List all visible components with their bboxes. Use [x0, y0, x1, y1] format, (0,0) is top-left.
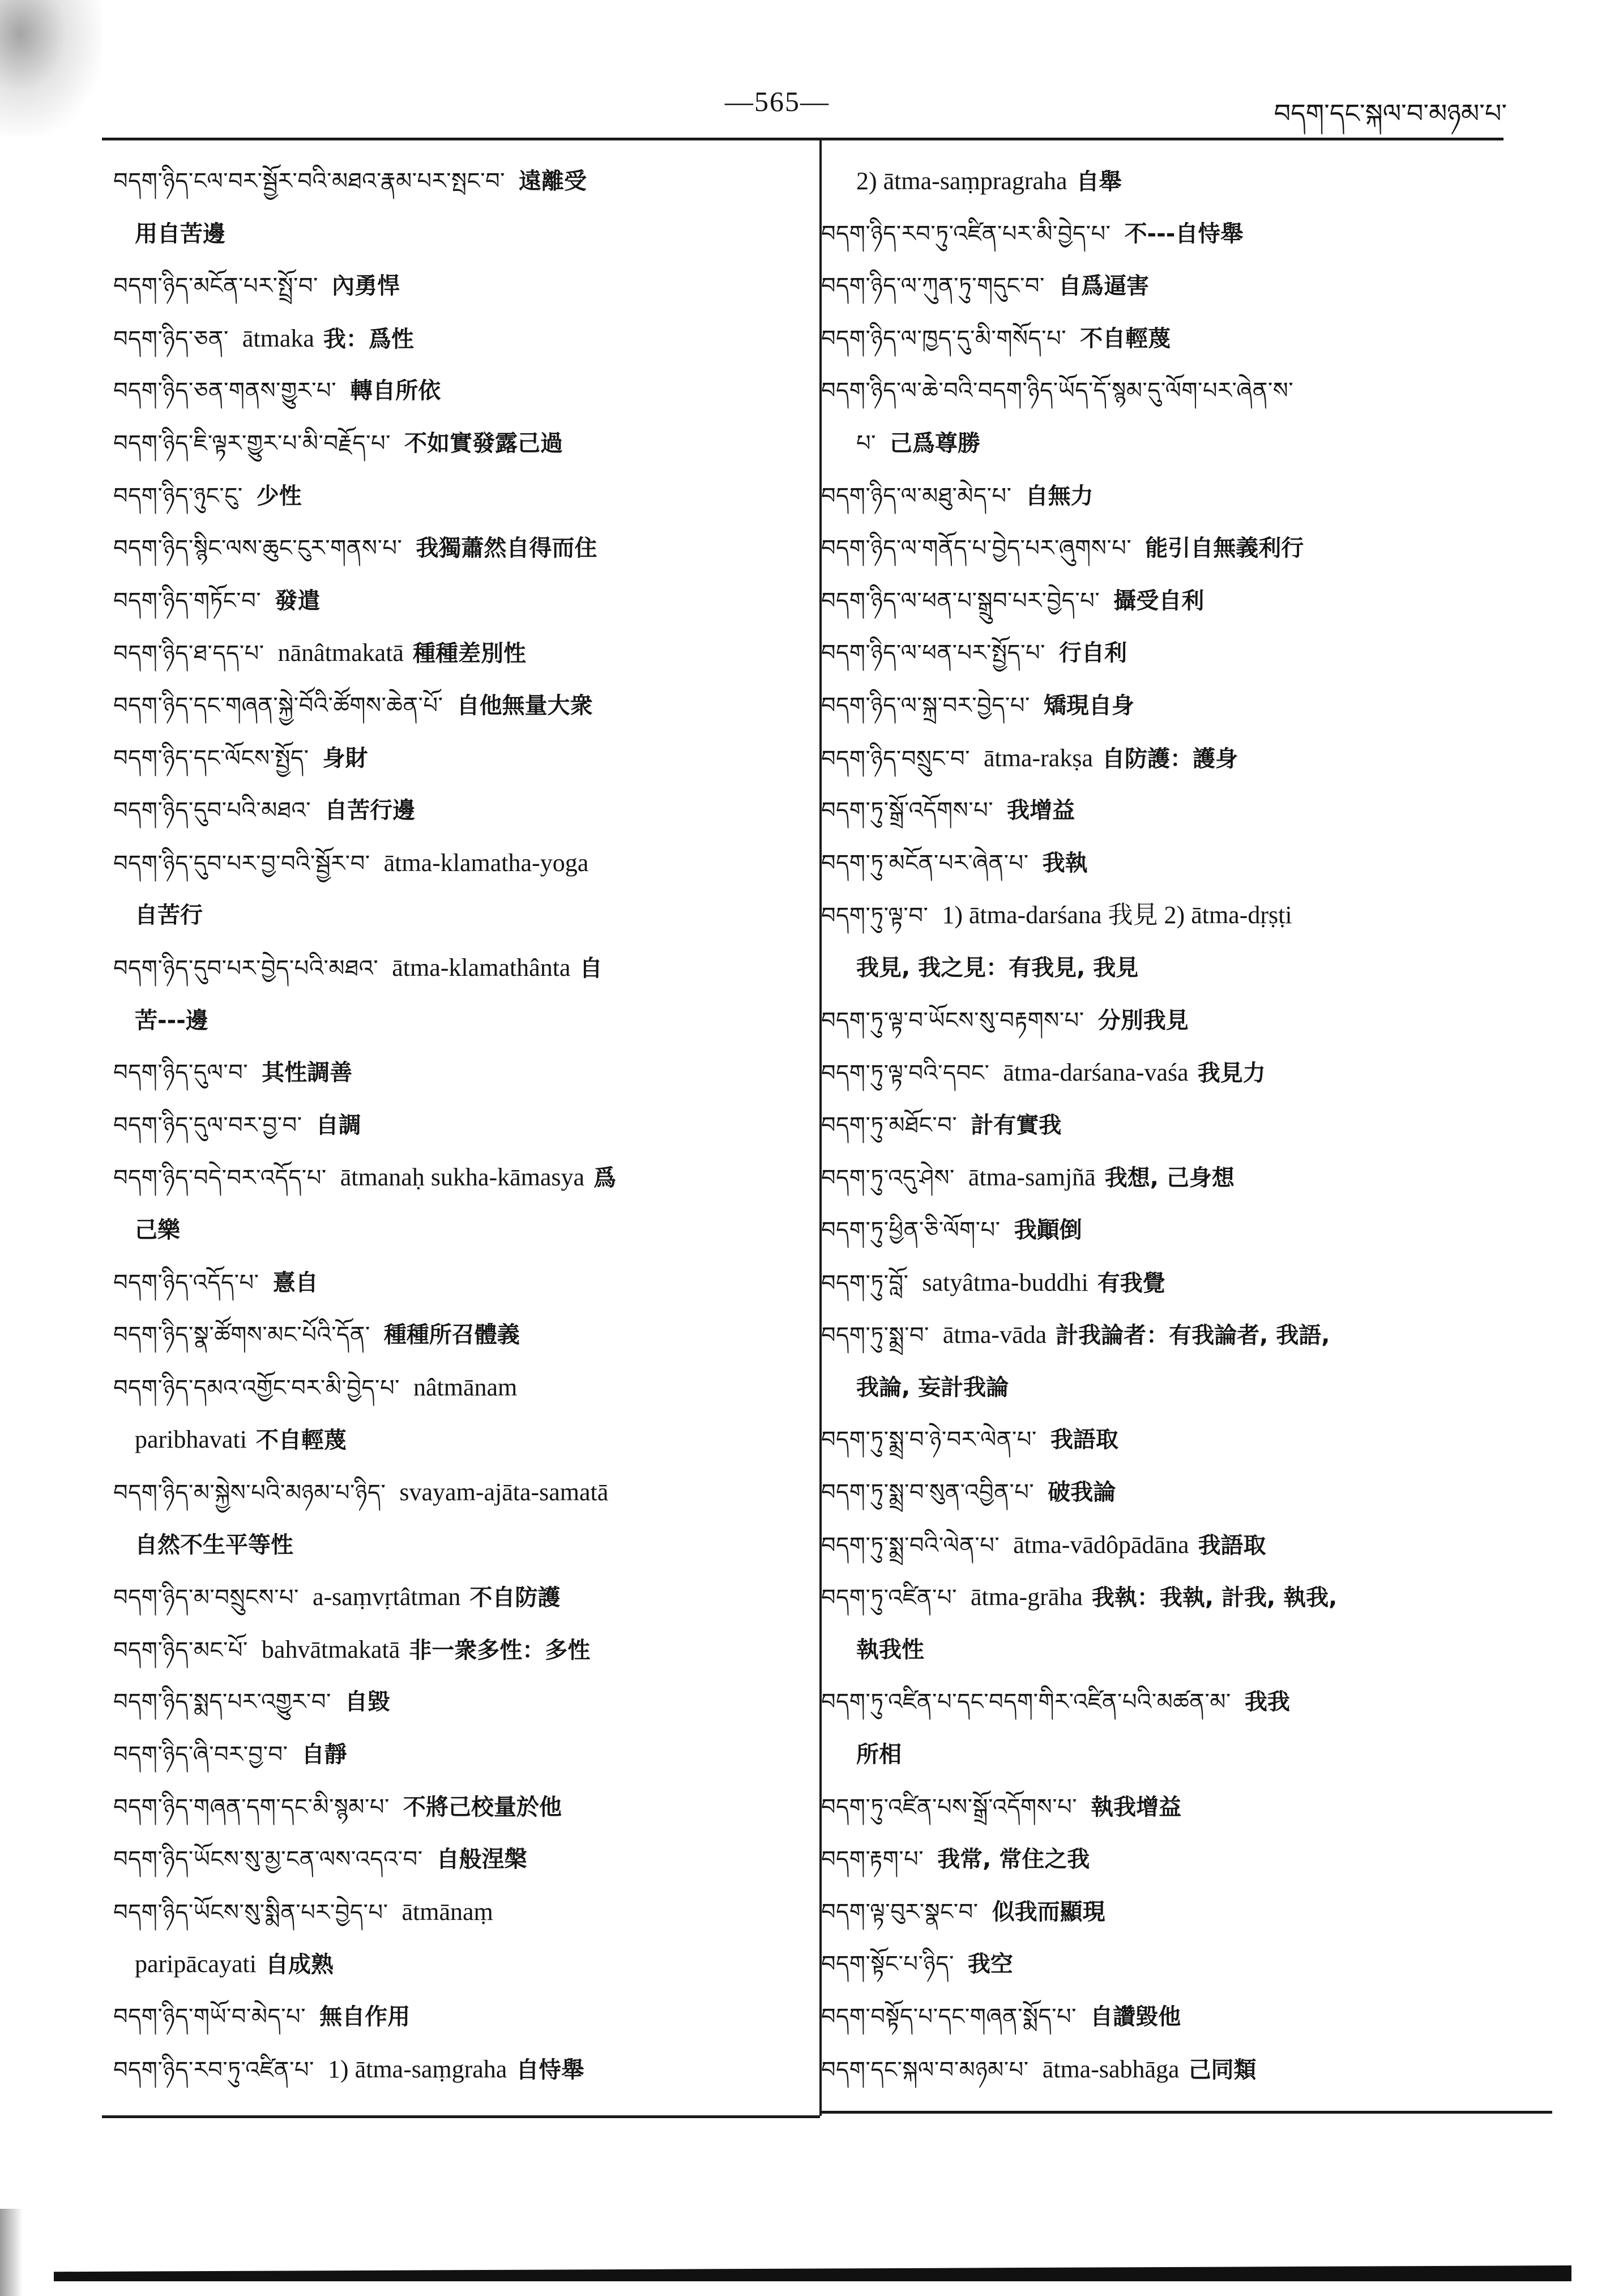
dictionary-line	[821, 846, 1088, 880]
chinese-gloss: 我論, 妄計我論	[856, 1374, 1009, 1401]
chinese-gloss: 發遣	[275, 587, 321, 614]
tibetan-headword: བདག་ཉིད་ཇི་ལྟར་གྱུར་པ་མི་བརྗོད་པ་	[113, 430, 391, 456]
chinese-gloss: 我執：我執, 計我, 執我,	[1091, 1585, 1338, 1611]
chinese-gloss: 能引自無義利行	[1145, 535, 1304, 562]
dictionary-line	[113, 531, 597, 565]
tibetan-headword: བདག་རྟག་པ་	[821, 1846, 924, 1873]
chinese-gloss: 執我性	[856, 1636, 924, 1663]
tibetan-headword: བདག་ཉིད་དང་གཞན་སྐྱེ་བོའི་ཚོགས་ཆེན་པོ་	[113, 693, 443, 719]
sanskrit-equivalent: 2) ātma-saṃpragraha	[856, 167, 1067, 195]
dictionary-line	[135, 1004, 208, 1038]
dictionary-line	[113, 951, 602, 985]
dictionary-line	[821, 793, 1075, 827]
chinese-gloss: 我執	[1042, 850, 1088, 876]
chinese-gloss: 我語取	[1198, 1532, 1266, 1559]
chinese-gloss: 不如實發露己過	[404, 430, 563, 456]
chinese-gloss: 不自輕蔑	[255, 1427, 347, 1454]
chinese-gloss: 己同類	[1188, 2056, 1257, 2083]
tibetan-headword: བདག་ཉིད་རབ་ཏུ་འཛིན་པར་མི་བྱེད་པ་	[821, 220, 1111, 247]
tibetan-headword: བདག་ཉིད་ངལ་བར་སྦྱོར་བའི་མཐའ་རྣམ་པར་སྤང་བ་	[113, 168, 506, 194]
tibetan-headword: བདག་ཏུ་སྨྲ་བ་	[821, 1322, 929, 1349]
chinese-gloss: 自防護：護身	[1101, 745, 1238, 772]
sanskrit-equivalent: bahvātmakatā	[261, 1635, 400, 1663]
dictionary-line	[113, 269, 400, 303]
tibetan-headword: བདག་ཏུ་འཛིན་པ་	[821, 1585, 957, 1611]
tibetan-headword: བདག་ཏུ་ལྟ་བ་ཡོངས་སུ་བརྟགས་པ་	[821, 1007, 1084, 1034]
dictionary-line	[135, 898, 203, 932]
chinese-gloss: 自苦行	[135, 902, 203, 929]
sanskrit-equivalent: ātma-vādôpādāna	[1013, 1530, 1189, 1559]
dictionary-line	[113, 846, 597, 881]
dictionary-line	[113, 1895, 502, 1930]
dictionary-line	[135, 1423, 347, 1457]
sanskrit-equivalent: ātma-klamathânta	[392, 954, 571, 981]
chinese-gloss: 轉自所依	[350, 378, 441, 404]
chinese-gloss: 自舉	[1076, 169, 1122, 195]
chinese-gloss: 計有實我	[971, 1112, 1062, 1138]
dictionary-line	[821, 584, 1204, 618]
dictionary-line	[113, 479, 302, 513]
tibetan-headword: བདག་ཏུ་འཛིན་པ་དང་བདག་གིར་འཛིན་པའི་མཚན་མ་	[821, 1689, 1231, 1715]
dictionary-line	[821, 1895, 1105, 1929]
tibetan-headword: བདག་ཉིད་ལ་ཁྱད་དུ་མི་གསོད་པ་	[821, 325, 1067, 352]
chinese-gloss: 其性調善	[262, 1060, 353, 1086]
tibetan-headword: བདག་ཉིད་དུབ་པར་བྱ་བའི་སྦྱོར་བ་	[113, 850, 370, 877]
dictionary-line	[135, 1213, 180, 1247]
dictionary-line	[821, 217, 1243, 251]
dictionary-line	[821, 479, 1094, 513]
chinese-gloss: 我常, 常住之我	[937, 1846, 1090, 1873]
dictionary-line	[821, 531, 1304, 565]
tibetan-headword: བདག་ཉིད་ཞི་བར་བྱ་བ་	[113, 1742, 288, 1768]
sanskrit-equivalent: ātmanaḥ sukha-kāmasya	[340, 1163, 585, 1192]
chinese-gloss: 自恃舉	[516, 2056, 584, 2083]
dictionary-line	[821, 1213, 1082, 1247]
chinese-gloss: 我我	[1244, 1689, 1290, 1715]
tibetan-headword: བདག་ཉིད་ལ་ཕན་པར་སྤྱོད་པ་	[821, 640, 1046, 667]
chinese-gloss: 我見力	[1197, 1060, 1266, 1087]
header-rule	[102, 138, 1504, 140]
tibetan-headword: བདག་ཉིད་འདོད་པ་	[113, 1269, 259, 1296]
tibetan-headword: བདག་ཉིད་གཏོང་བ་	[113, 587, 262, 614]
tibetan-headword: བདག་ཉིད་དུལ་བ་	[113, 1060, 249, 1086]
scan-bottom-edge	[54, 2265, 1571, 2281]
tibetan-headword: བདག་ཉིད་ལ་ཕན་པ་སྒྲུབ་པར་བྱེད་པ་	[821, 587, 1100, 614]
tibetan-headword: བདག་ཉིད་སྙིང་ལས་ཆུང་ངུར་གནས་པ་	[113, 535, 403, 562]
dictionary-line	[821, 2000, 1181, 2034]
sanskrit-equivalent: ātma-grāha	[971, 1583, 1083, 1611]
tibetan-headword: བདག་ཉིད་དུབ་པར་བྱེད་པའི་མཐའ་	[113, 955, 379, 981]
dictionary-line	[113, 584, 320, 618]
dictionary-line	[821, 1004, 1189, 1038]
dictionary-line	[856, 1738, 902, 1772]
scan-edge-shadow	[0, 2209, 23, 2296]
tibetan-headword: བདག་ཉིད་ལ་སྐྲ་བར་བྱེད་པ་	[821, 693, 1030, 719]
chinese-gloss: 苦---邊	[135, 1007, 208, 1034]
dictionary-line	[113, 1842, 527, 1876]
dictionary-line	[821, 1790, 1181, 1824]
tibetan-headword: བདག་ཉིད་ཐ་དད་པ་	[113, 641, 264, 667]
chinese-gloss: 自般涅槃	[436, 1846, 527, 1873]
tibetan-headword: བདག་ཉིད་རབ་ཏུ་འཛིན་པ་	[113, 2056, 314, 2083]
dictionary-line	[821, 1160, 1235, 1195]
chinese-gloss: 我想, 己身想	[1104, 1165, 1235, 1192]
page-number: —565—	[725, 86, 830, 117]
chinese-gloss: 自調	[315, 1112, 361, 1138]
dictionary-line	[821, 1528, 1266, 1563]
chinese-gloss: 我顚倒	[1014, 1217, 1082, 1243]
chinese-gloss: 我空	[967, 1951, 1013, 1978]
chinese-gloss: 我見, 我之見：有我見, 我見	[856, 955, 1139, 981]
dictionary-line	[821, 1685, 1290, 1719]
tibetan-headword: བདག་ཉིད་ལ་མཐུ་མེད་པ་	[821, 483, 1012, 509]
dictionary-line	[135, 217, 225, 251]
tibetan-headword: བདག་ཉིད་སྣ་ཚོགས་མང་པོའི་དོན་	[113, 1322, 370, 1348]
sanskrit-equivalent: ātmaka	[242, 324, 314, 352]
chinese-gloss: 自他無量大衆	[456, 693, 593, 719]
chinese-gloss: 不自輕蔑	[1080, 325, 1171, 352]
dictionary-line	[113, 1475, 617, 1510]
dictionary-line	[113, 1108, 361, 1142]
tibetan-headword: བདག་ཏུ་ཕྱིན་ཅི་ལོག་པ་	[821, 1217, 1001, 1243]
chinese-gloss: 爲	[593, 1165, 617, 1192]
scan-corner-shadow	[0, 0, 102, 136]
dictionary-line	[113, 374, 441, 408]
dictionary-line	[113, 322, 414, 356]
chinese-gloss: 所相	[856, 1742, 902, 1768]
tibetan-headword: བདག་ཉིད་བདེ་བར་འདོད་པ་	[113, 1165, 327, 1192]
chinese-gloss: 己爲尊勝	[890, 430, 981, 456]
chinese-gloss: 我語取	[1050, 1427, 1118, 1453]
running-head: བདག་དང་སྐལ་བ་མཉམ་པ་	[1274, 98, 1507, 129]
chinese-gloss: 自苦行邊	[324, 797, 416, 824]
dictionary-line	[821, 1423, 1118, 1457]
dictionary-line	[135, 1528, 293, 1562]
chinese-gloss: 攝受自利	[1113, 587, 1205, 614]
sanskrit-equivalent: ātma-sabhāga	[1042, 2055, 1180, 2083]
chinese-gloss: 內勇悍	[331, 273, 400, 300]
sanskrit-equivalent: 1) ātma-saṃgraha	[327, 2055, 507, 2083]
dictionary-line	[821, 374, 1307, 408]
dictionary-line	[113, 1371, 526, 1405]
dictionary-line	[113, 636, 526, 671]
dictionary-line	[113, 1633, 590, 1667]
tibetan-headword: བདག་ཉིད་ལ་ཆེ་བའི་བདག་ཉིད་ཡོད་དོ་སྙམ་དུ་ལོག་པར་ཞེན་ས་	[821, 378, 1294, 404]
chinese-gloss: 計我論者：有我論者, 我語,	[1056, 1322, 1330, 1349]
chinese-gloss: 自毀	[344, 1689, 390, 1715]
dictionary-line	[135, 1947, 334, 1982]
chinese-gloss: 憙自	[272, 1269, 318, 1296]
tibetan-headword: བདག་ཉིད་དང་ལོངས་སྤྱོད་	[113, 745, 309, 771]
dictionary-line	[821, 898, 1301, 933]
chinese-gloss: 種種差別性	[412, 641, 526, 667]
tibetan-headword: བདག་དང་སྐལ་བ་མཉམ་པ་	[821, 2056, 1029, 2083]
chinese-gloss: 用自苦邊	[135, 220, 225, 247]
dictionary-line	[113, 1160, 616, 1195]
sanskrit-equivalent: nâtmānam	[413, 1373, 518, 1401]
tibetan-headword: བདག་ཉིད་གཞན་དག་དང་མི་སྙམ་པ་	[113, 1794, 390, 1820]
sanskrit-equivalent: satyâtma-buddhi	[922, 1268, 1088, 1296]
dictionary-line	[856, 951, 1138, 985]
tibetan-headword: བདག་ཉིད་ཉུང་ངུ་	[113, 483, 243, 509]
tibetan-headword: བདག་ཉིད་ཅན་གནས་གྱུར་པ་	[113, 378, 337, 404]
dictionary-line	[821, 1108, 1061, 1142]
tibetan-headword: བདག་ཏུ་སྒྲོ་འདོགས་པ་	[821, 797, 994, 824]
chinese-gloss: 矯現自身	[1043, 693, 1134, 719]
dictionary-line	[113, 1056, 352, 1090]
dictionary-line	[821, 322, 1171, 356]
dictionary-line	[856, 1371, 1009, 1405]
dictionary-line	[113, 1318, 520, 1352]
tibetan-headword: བདག་ཉིད་ལ་ཀུན་ཏུ་གདུང་བ་	[821, 273, 1045, 300]
chinese-gloss: 不將己校量於他	[403, 1794, 562, 1820]
chinese-gloss: 不---自恃舉	[1124, 220, 1244, 247]
chinese-gloss: 我獨蕭然自得而住	[416, 535, 597, 562]
chinese-gloss: 身財	[322, 745, 368, 771]
tibetan-headword: བདག་ལྟ་བུར་སྣང་བ་	[821, 1898, 979, 1925]
chinese-gloss: 我：爲性	[323, 326, 414, 352]
sanskrit-equivalent: ātma-vāda	[942, 1321, 1047, 1349]
dictionary-line	[113, 1790, 562, 1824]
tibetan-headword: བདག་ཏུ་འཛིན་པས་སྒྲོ་འདོགས་པ་	[821, 1794, 1078, 1820]
dictionary-line	[821, 1580, 1337, 1615]
chinese-gloss: 無自作用	[319, 2004, 411, 2030]
tibetan-headword: བདག་ཉིད་མང་པོ་	[113, 1637, 248, 1663]
dictionary-line	[821, 1842, 1090, 1876]
tibetan-headword: བདག་ཏུ་སྨྲ་བའི་ལེན་པ་	[821, 1532, 1000, 1559]
tibetan-headword: བདག་ཏུ་མངོན་པར་ཞེན་པ་	[821, 850, 1029, 876]
chinese-gloss: 非一衆多性：多性	[409, 1637, 591, 1663]
dictionary-line	[821, 636, 1127, 670]
footer-rule-right	[822, 2111, 1552, 2114]
chinese-gloss: 有我覺	[1097, 1270, 1165, 1296]
dictionary-line	[821, 689, 1134, 723]
tibetan-headword: པ་	[856, 430, 877, 456]
tibetan-headword: བདག་ཏུ་བློ་	[821, 1270, 909, 1296]
tibetan-headword: བདག་ཏུ་ལྟ་བའི་དབང་	[821, 1060, 990, 1087]
dictionary-line	[821, 1266, 1165, 1300]
chinese-gloss: 不自防護	[469, 1585, 561, 1611]
dictionary-line	[113, 2052, 584, 2087]
chinese-gloss: 自	[579, 955, 603, 981]
chinese-gloss: 自然不生平等性	[135, 1531, 293, 1558]
tibetan-headword: བདག་ཉིད་སྨད་པར་འགྱུར་བ་	[113, 1689, 331, 1715]
sanskrit-equivalent: 1) ātma-darśana 我見 2) ātma-dṛṣṭi	[942, 901, 1292, 929]
tibetan-headword: བདག་ཉིད་དུལ་བར་བྱ་བ་	[113, 1112, 302, 1138]
tibetan-headword: བདག་བསྟོད་པ་དང་གཞན་སྨོད་པ་	[821, 2004, 1077, 2030]
dictionary-line	[821, 2052, 1257, 2087]
chinese-gloss: 少性	[256, 483, 302, 509]
chinese-gloss: 種種所召體義	[383, 1322, 520, 1348]
sanskrit-equivalent: ātma-samjñā	[968, 1163, 1096, 1192]
chinese-gloss: 分別我見	[1097, 1007, 1189, 1034]
sanskrit-equivalent: paripācayati	[135, 1950, 257, 1978]
dictionary-line	[856, 164, 1122, 199]
chinese-gloss: 自讚毀他	[1090, 2004, 1181, 2030]
chinese-gloss: 自爲逼害	[1058, 273, 1149, 300]
tibetan-headword: བདག་ཉིད་ཡོངས་སུ་སྨིན་པར་བྱེད་པ་	[113, 1899, 388, 1926]
chinese-gloss: 行自利	[1059, 640, 1127, 667]
tibetan-headword: བདག་ཏུ་མཐོང་བ་	[821, 1112, 958, 1138]
sanskrit-equivalent: ātma-darśana-vaśa	[1003, 1059, 1189, 1087]
dictionary-line	[113, 1685, 390, 1719]
dictionary-line	[821, 269, 1149, 303]
dictionary-line	[821, 741, 1238, 776]
tibetan-headword: བདག་ཏུ་འདུ་ཤེས་	[821, 1165, 955, 1192]
tibetan-headword: བདག་ཉིད་མ་སྐྱེས་པའི་མཉམ་པ་ཉིད་	[113, 1480, 386, 1506]
dictionary-line	[113, 793, 415, 827]
chinese-gloss: 自無力	[1025, 483, 1094, 509]
sanskrit-equivalent: svayam-ajāta-samatā	[399, 1478, 609, 1506]
sanskrit-equivalent: ātmānaṃ	[402, 1897, 493, 1926]
dictionary-line	[856, 1633, 924, 1667]
tibetan-headword: བདག་ཉིད་དུབ་པའི་མཐའ་	[113, 797, 311, 824]
sanskrit-equivalent: ātma-klamatha-yoga	[383, 848, 589, 877]
dictionary-line	[821, 1947, 1013, 1981]
sanskrit-equivalent: ātma-rakṣa	[983, 744, 1093, 772]
tibetan-headword: བདག་ཏུ་སྨྲ་བ་སུན་འབྱིན་པ་	[821, 1479, 1035, 1505]
chinese-gloss: 自成熟	[265, 1952, 334, 1978]
tibetan-headword: བདག་ཉིད་ཡོངས་སུ་མྱ་ངན་ལས་འདའ་བ་	[113, 1846, 423, 1873]
footer-rule-left	[102, 2115, 820, 2118]
tibetan-headword: བདག་ཏུ་ལྟ་བ་	[821, 903, 929, 929]
chinese-gloss: 似我而顯現	[992, 1898, 1105, 1925]
dictionary-line	[856, 426, 980, 460]
dictionary-line	[113, 1266, 318, 1300]
tibetan-headword: བདག་སྟོང་པ་ཉིད་	[821, 1951, 954, 1978]
chinese-gloss: 破我論	[1048, 1479, 1116, 1505]
dictionary-line	[113, 2000, 410, 2034]
dictionary-line	[113, 1580, 560, 1615]
dictionary-line	[113, 741, 368, 775]
dictionary-line	[113, 164, 587, 198]
tibetan-headword: བདག་ཉིད་ཅན་	[113, 326, 229, 352]
tibetan-headword: བདག་ཉིད་མ་བསྲུངས་པ་	[113, 1585, 299, 1611]
sanskrit-equivalent: a-saṃvṛtâtman	[312, 1583, 461, 1611]
chinese-gloss: 己樂	[135, 1217, 180, 1243]
chinese-gloss: 自靜	[301, 1742, 347, 1768]
tibetan-headword: བདག་ཏུ་སྨྲ་བ་ཉེ་བར་ལེན་པ་	[821, 1427, 1037, 1453]
tibetan-headword: བདག་ཉིད་དམའ་འགྱོང་བར་མི་བྱེད་པ་	[113, 1375, 400, 1401]
dictionary-line	[113, 1738, 347, 1772]
dictionary-line	[821, 1475, 1116, 1509]
chinese-gloss: 遠離受	[519, 168, 587, 194]
chinese-gloss: 我增益	[1007, 797, 1075, 824]
chinese-gloss: 執我增益	[1091, 1794, 1182, 1820]
dictionary-line	[113, 426, 563, 460]
dictionary-line	[821, 1318, 1330, 1352]
tibetan-headword: བདག་ཉིད་བསྲུང་བ་	[821, 745, 970, 772]
sanskrit-equivalent: nānâtmakatā	[277, 639, 404, 667]
tibetan-headword: བདག་ཉིད་ལ་གནོད་པ་བྱེད་པར་ཞུགས་པ་	[821, 535, 1132, 562]
tibetan-headword: བདག་ཉིད་གཡོ་བ་མེད་པ་	[113, 2004, 306, 2030]
dictionary-line	[113, 689, 592, 723]
dictionary-line	[821, 1056, 1266, 1090]
tibetan-headword: བདག་ཉིད་མངོན་པར་སྤྲོ་བ་	[113, 273, 318, 300]
sanskrit-equivalent: paribhavati	[135, 1426, 247, 1454]
